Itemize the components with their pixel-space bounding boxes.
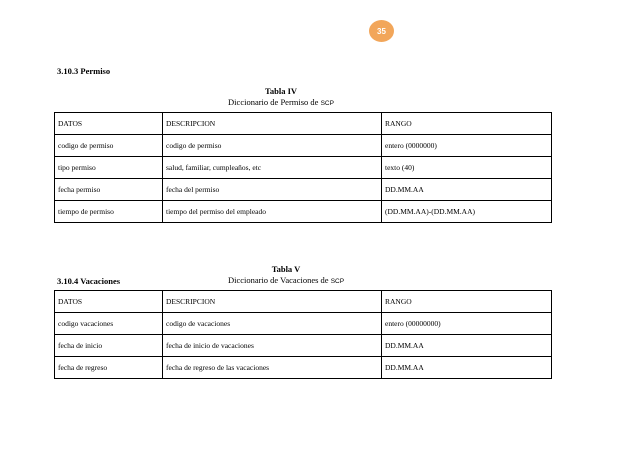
table-cell: tiempo del permiso del empleado (163, 201, 382, 223)
table-subtitle (196, 275, 376, 287)
table-row (55, 135, 552, 157)
table-cell: tiempo de permiso (55, 201, 163, 223)
table-row (55, 201, 552, 223)
table-subtitle (198, 97, 364, 109)
table-subtitle-text: Diccionario de Vacaciones de (227, 275, 329, 285)
column-header-descripcion: DESCRIPCION (163, 291, 382, 313)
table-subtitle-suffix: SCP (320, 100, 334, 107)
section-heading-permiso: 3.10.3 Permiso (57, 66, 111, 76)
column-header-rango: RANGO (382, 113, 552, 135)
table-cell: (DD.MM.AA)-(DD.MM.AA) (382, 201, 552, 223)
table-cell: DD.MM.AA (382, 335, 552, 357)
table-caption-permiso (198, 86, 364, 109)
table-cell: texto (40) (382, 157, 552, 179)
table-cell: codigo vacaciones (55, 313, 163, 335)
table-caption-vacaciones (196, 264, 376, 287)
table-header-row (55, 291, 552, 313)
page-number-badge (369, 20, 394, 42)
table-cell: fecha de inicio (55, 335, 163, 357)
table-subtitle-text: Diccionario de Permiso de (228, 97, 319, 107)
table-cell: codigo de permiso (55, 135, 163, 157)
page-number: 35 (377, 26, 386, 36)
table-cell: codigo de vacaciones (163, 313, 382, 335)
table-cell: codigo de permiso (163, 135, 382, 157)
table-cell: tipo permiso (55, 157, 163, 179)
table-row (55, 335, 552, 357)
table-cell: DD.MM.AA (382, 357, 552, 379)
table-row (55, 157, 552, 179)
vacaciones-table (54, 290, 552, 379)
column-header-descripcion: DESCRIPCION (163, 113, 382, 135)
column-header-rango: RANGO (382, 291, 552, 313)
permiso-table (54, 112, 552, 223)
table-cell: fecha de inicio de vacaciones (163, 335, 382, 357)
table-label: Tabla V (271, 264, 301, 274)
table-row (55, 313, 552, 335)
section-heading-vacaciones: 3.10.4 Vacaciones (57, 276, 121, 286)
table-row (55, 357, 552, 379)
table-cell: entero (00000000) (382, 313, 552, 335)
column-header-datos: DATOS (55, 113, 163, 135)
table-label: Tabla IV (264, 86, 298, 96)
table-cell: fecha de regreso de las vacaciones (163, 357, 382, 379)
table-subtitle-suffix: SCP (330, 278, 345, 285)
table-cell: salud, familiar, cumpleaños, etc (163, 157, 382, 179)
table-cell: fecha del permiso (163, 179, 382, 201)
table-row (55, 179, 552, 201)
table-header-row (55, 113, 552, 135)
table-cell: entero (0000000) (382, 135, 552, 157)
table-cell: fecha de regreso (55, 357, 163, 379)
table-cell: DD.MM.AA (382, 179, 552, 201)
column-header-datos: DATOS (55, 291, 163, 313)
table-cell: fecha permiso (55, 179, 163, 201)
